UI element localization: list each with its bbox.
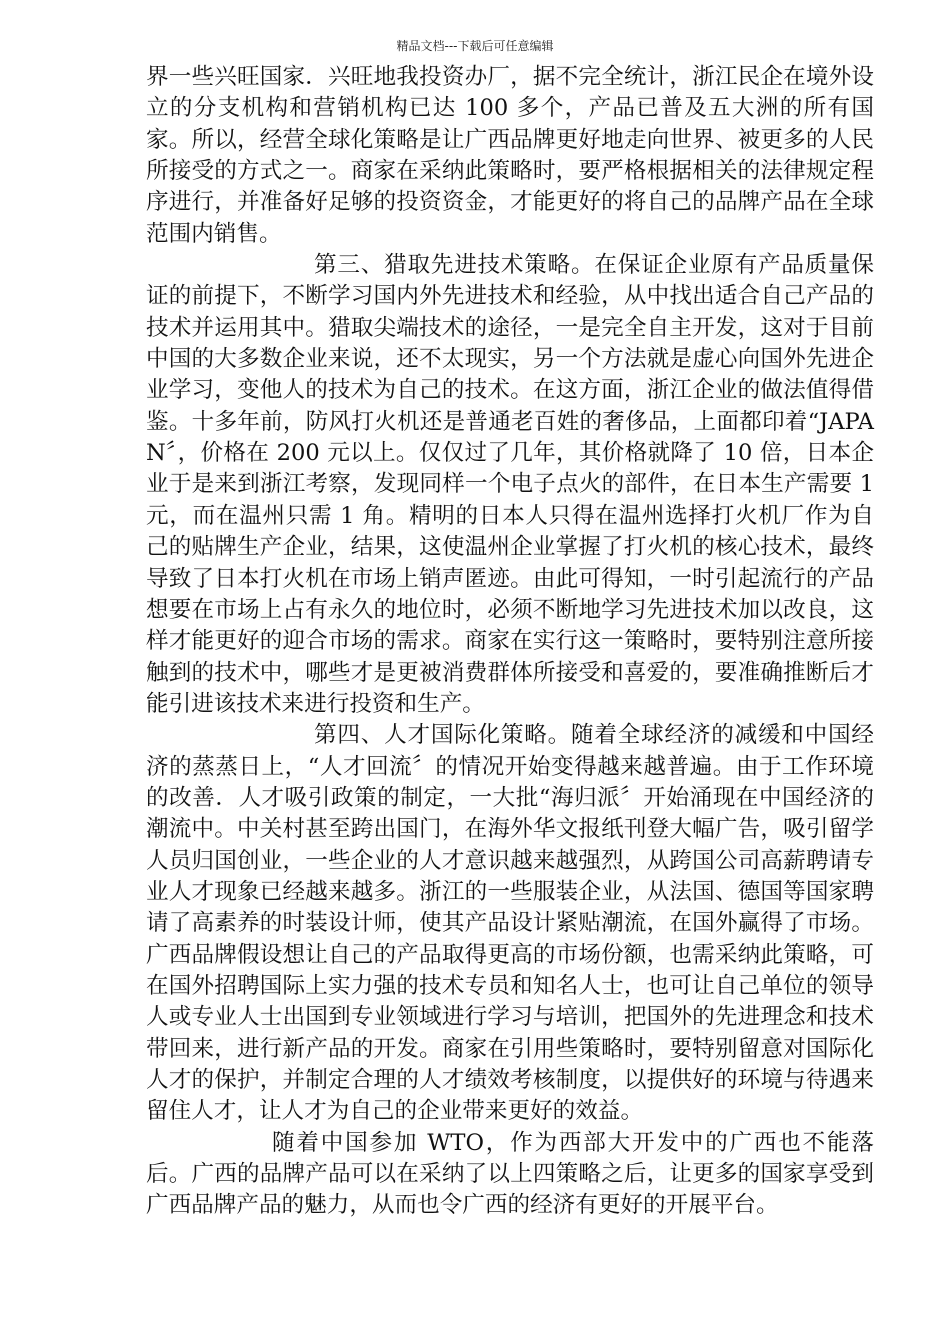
paragraph-talent-strategy: 第四、人才国际化策略。随着全球经济的减缓和中国经济的蒸蒸日上，“人才回流〞的情况开始变得越来越普遍。由于工作环境的改善．人才吸引政策的制定，一大批“海归派〞开始涌现在中国经济的潮流中。中关村甚至跨出国门，在海外华文报纸刊登大幅广告，吸引留学人员归国创业，一些企业的人才意识越来越强烈，从跨国公司高薪聘请专业人才现象已经越来越多。浙江的一些服装企业，从法国、德国等国家聘请了高素养的时装设计师，使其产品设计紧贴潮流，在国外赢得了市场。广西品牌假设想让自己的产品取得更高的市场份额，也需采纳此策略，可在国外招聘国际上实力强的技术专员和知名人士，也可让自己单位的领导人或专业人士出国到专业领域进行学习与培训，把国外的先进理念和技术带回来，进行新产品的开发。商家在引用些策略时，要特别留意对国际化人才的保护，并制定合理的人才绩效考核制度，以提供好的环境与待遇来留住人才，让人才为自己的企业带来更好的效益。 xyxy=(146,722,874,1125)
page-header: 精品文档---下载后可任意编辑 xyxy=(396,39,554,53)
paragraph-conclusion: 随着中国参加 WTO，作为西部大开发中的广西也不能落后。广西的品牌产品可以在采纳了以上四策略之后，让更多的国家享受到广西品牌产品的魅力，从而也令广西的经济有更好的开展平台。 xyxy=(146,1129,874,1219)
paragraph-technology-strategy: 第三、猎取先进技术策略。在保证企业原有产品质量保证的前提下，不断学习国内外先进技术和经验，从中找出适合自己产品的技术并运用其中。猎取尖端技术的途径，一是完全自主开发，这对于目前中国的大多数企业来说，还不太现实，另一个方法就是虚心向国外先进企业学习，变他人的技术为自己的技术。在这方面，浙江企业的做法值得借鉴。十多年前，防风打火机还是普通老百姓的奢侈品，上面都印着“JAPAN〞，价格在 200 元以上。仅仅过了几年，其价格就降了 10 倍，日本企业于是来到浙江考察，发现同样一个电子点火的部件，在日本生产需要 1 元，而在温州只需 1 角。精明的日本人只得在温州选择打火机厂作为自己的贴牌生产企业，结果，这使温州企业掌握了打火机的核心技术，最终导致了日本打火机在市场上销声匿迹。由此可得知，一时引起流行的产品想要在市场上占有永久的地位时，必须不断地学习先进技术加以改良，这样才能更好的迎合市场的需求。商家在实行这一策略时，要特别注意所接触到的技术中，哪些才是更被消费群体所接受和喜爱的，要准确推断后才能引进该技术来进行投资和生产。 xyxy=(146,252,874,717)
article-body xyxy=(146,62,874,1222)
paragraph-globalization-continued: 界一些兴旺国家．兴旺地我投资办厂，据不完全统计，浙江民企在境外设立的分支机构和营销机构已达 100 多个，产品已普及五大洲的所有国家。所以，经营全球化策略是让广西品牌更好地走向世界、被更多的人民所接受的方式之一。商家在采纳此策略时，要严格根据相关的法律规定程序进行，并准备好足够的投资资金，才能更好的将自己的品牌产品在全球范围内销售。 xyxy=(146,64,874,247)
